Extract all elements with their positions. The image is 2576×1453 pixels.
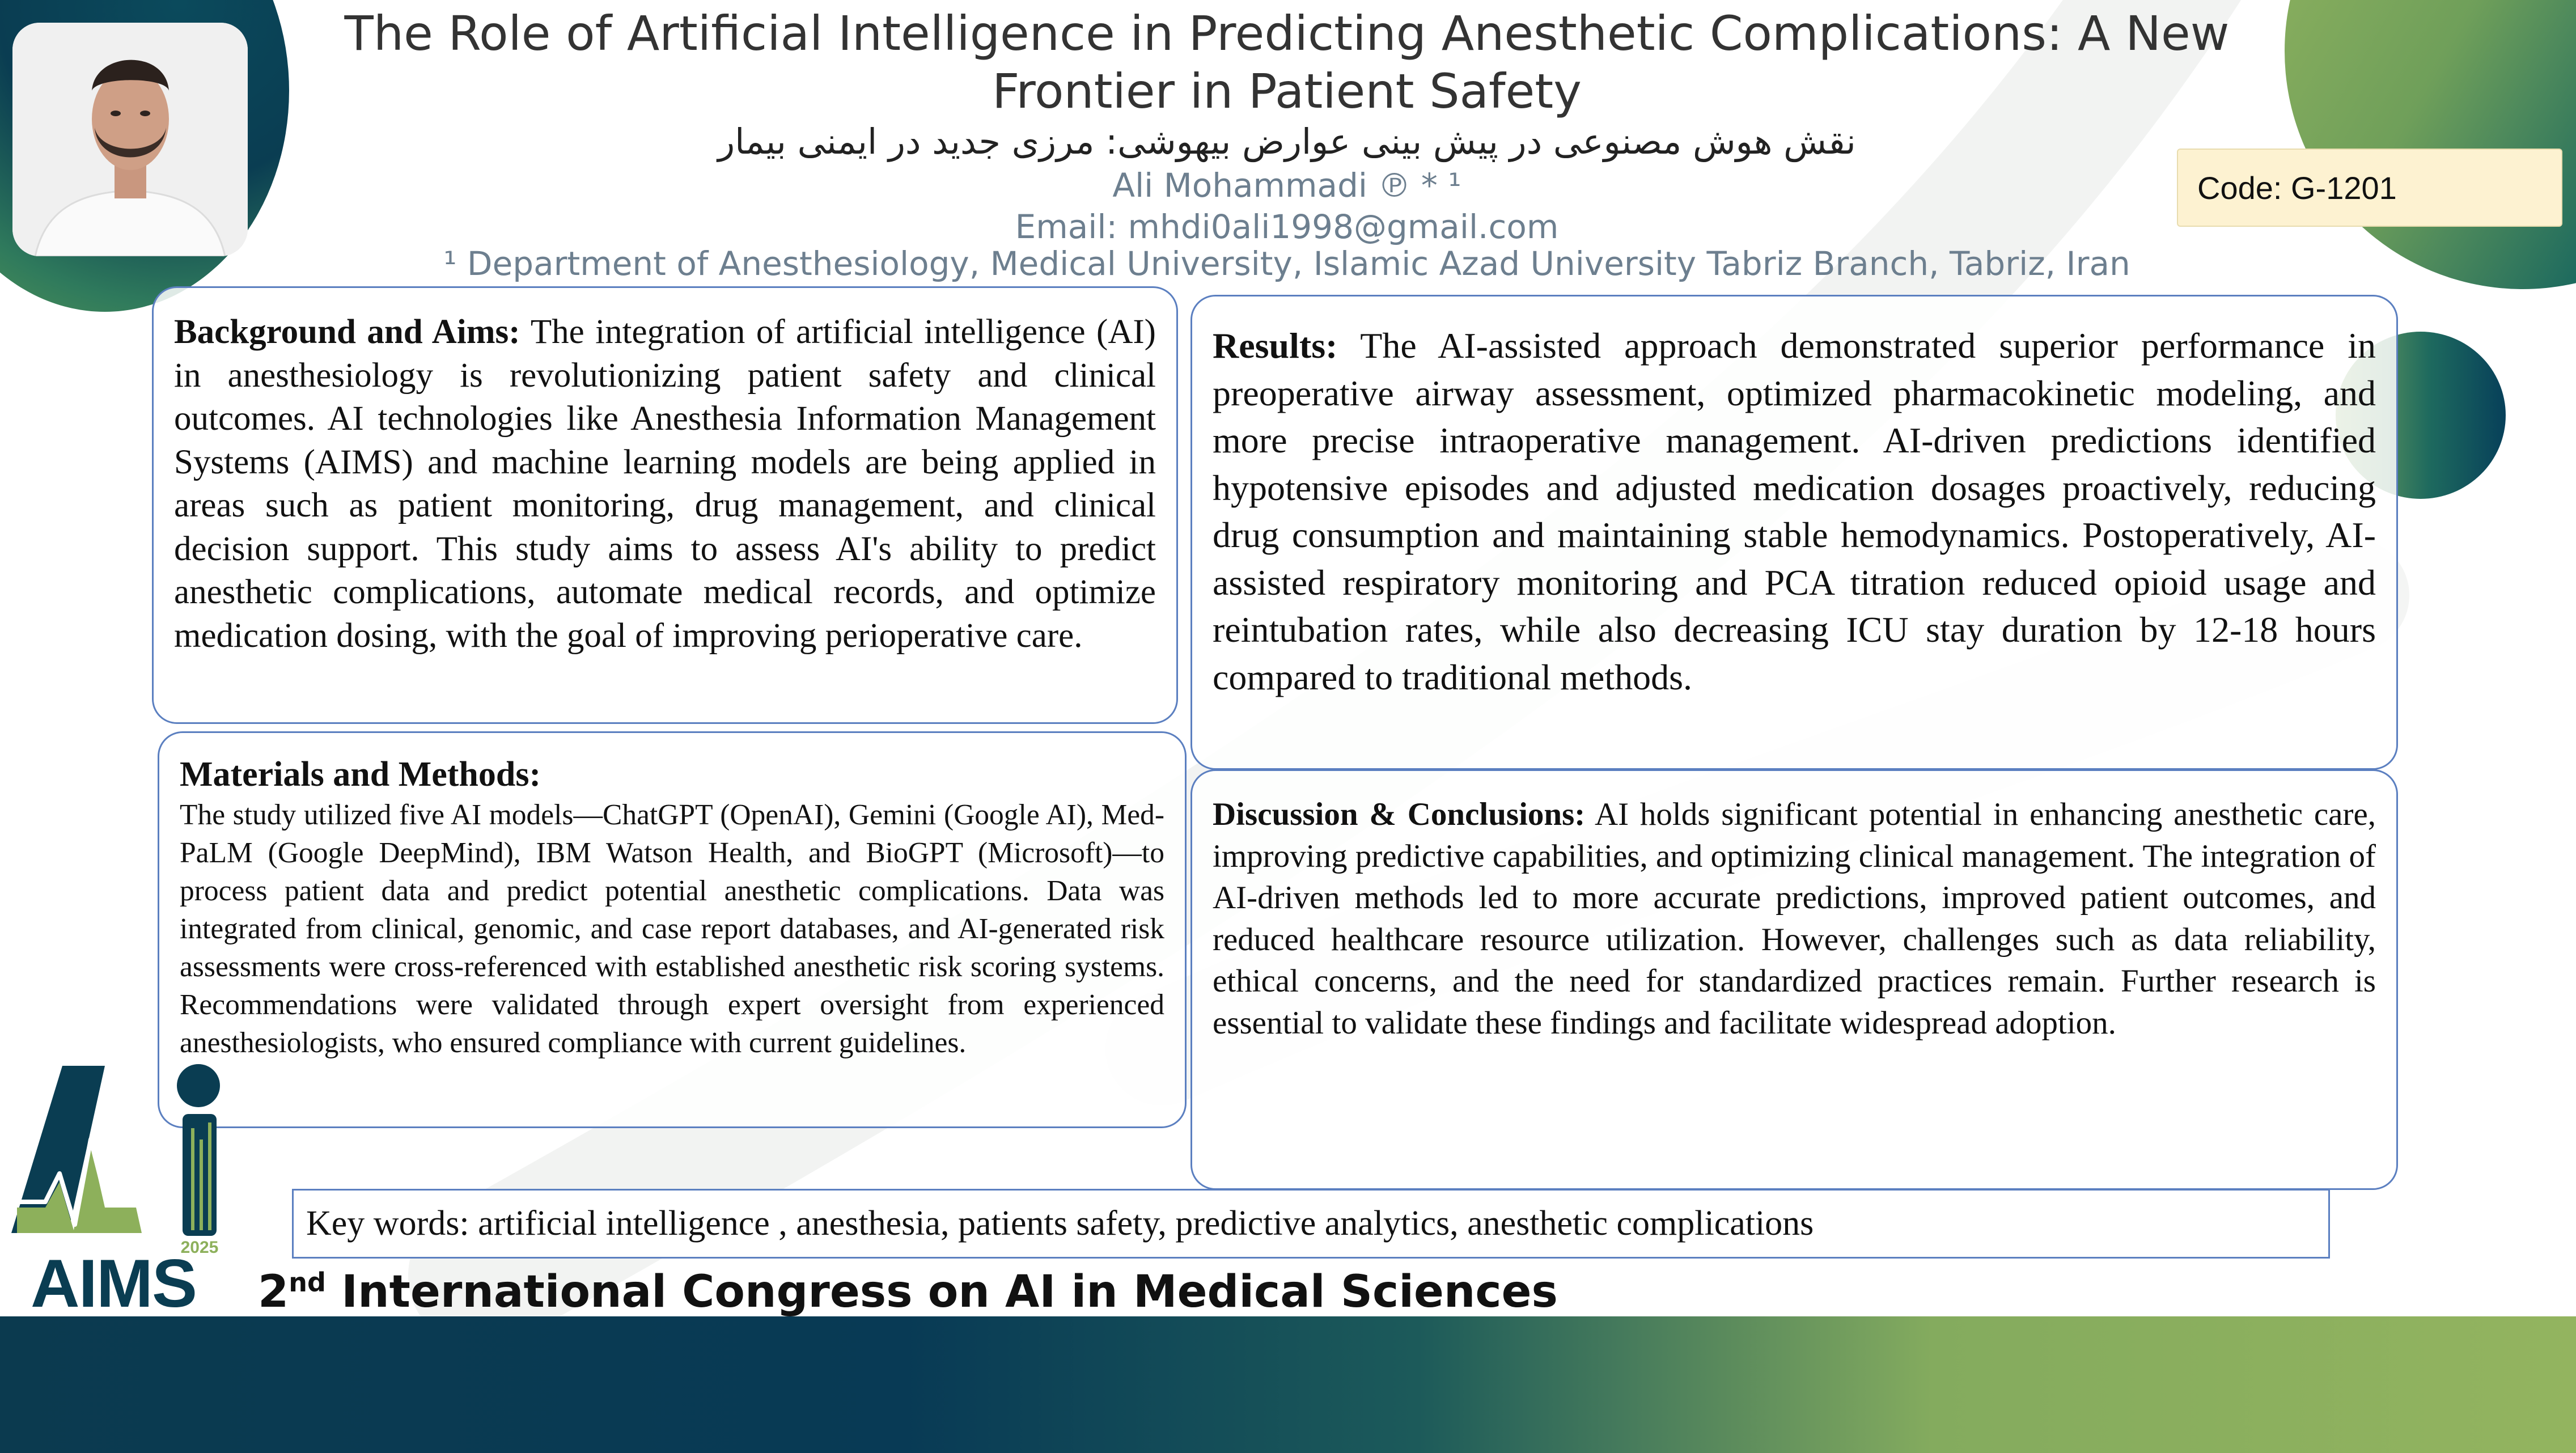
logo-year: 2025	[180, 1238, 219, 1257]
author-affiliation: ¹ Department of Anesthesiology, Medical University, Islamic Azad University Tabriz Branch, Tabriz, Iran	[443, 244, 2130, 283]
author-name: Ali Mohammadi ℗ * ¹	[1112, 166, 1461, 205]
methods-section	[158, 731, 1187, 1128]
keywords-box	[292, 1189, 2330, 1259]
discussion-heading: Discussion & Conclusions:	[1213, 797, 1586, 832]
discussion-section	[1190, 769, 2398, 1190]
footer-gradient-bar	[0, 1316, 2576, 1453]
results-text: The AI-assisted approach demonstrated superior performance in preoperative airway assessment, optimized pharmacokinetic modeling, and more precise intraoperative management. AI-driven predictions identified hypotensive episodes and adjusted medication dosages proactively, reducing drug consumption and maintaining stable hemodynamics. Postoperatively, AI-assisted respiratory monitoring and PCA titration reduced opioid usage and reintubation rates, while also decreasing ICU stay duration by 12-18 hours compared to traditional methods.	[1213, 325, 2376, 697]
background-heading: Background and Aims:	[174, 313, 520, 351]
poster-code-badge	[2177, 149, 2562, 227]
logo-wordmark: AIMS	[31, 1246, 196, 1310]
poster-title: The Role of Artificial Intelligence in Predicting Anesthetic Complications: A New Frontier in Patient Safety	[344, 6, 2230, 119]
methods-text: The study utilized five AI models—ChatGPT (OpenAI), Gemini (Google AI), Med-PaLM (Google DeepMind), IBM Watson Health, and BioGPT (Microsoft)—to process patient data and predict potential anesthetic complications. Data was integrated from clinical, genomic, and case report databases, and AI-generated risk assessments were cross-referenced with established anesthetic risk scoring systems. Recommendations were validated through expert oversight from experienced anesthesiologists, who ensured compliance with current guidelines.	[180, 799, 1164, 1059]
author-email: Email: mhdi0ali1998@gmail.com	[1015, 207, 1559, 246]
poster-title-persian: نقش هوش مصنوعی در پیش بینی عوارض بیهوشی: مرزی جدید در ایمنی بیمار	[718, 121, 1856, 162]
portrait-illustration	[12, 23, 248, 256]
aims-logo	[6, 1060, 227, 1310]
discussion-text: AI holds significant potential in enhancing anesthetic care, improving predictive capabilities, and optimizing clinical management. The integration of AI-driven methods led to more accurate predictions, improved patient outcomes, and reduced healthcare resource utilization. However, challenges such as data reliability, ethical concerns, and the need for standardized practices remain. Further research is essential to validate these findings and facilitate widespread adoption.	[1213, 797, 2376, 1041]
author-photo	[12, 23, 248, 256]
decorative-circle-top-right	[2285, 0, 2576, 289]
poster-code: Code: G-1201	[2197, 170, 2397, 206]
congress-name: International Congress on AI in Medical Sciences	[325, 1266, 1558, 1318]
background-section	[152, 286, 1178, 724]
results-heading: Results:	[1213, 325, 1338, 366]
keywords-text: Key words: artificial intelligence , anesthesia, patients safety, predictive analytics, anesthetic complications	[306, 1204, 1814, 1243]
results-section	[1190, 295, 2398, 770]
congress-title	[258, 1254, 1558, 1318]
congress-number: 2	[258, 1266, 289, 1318]
background-text: The integration of artificial intelligence (AI) in anesthesiology is revolutionizing patient safety and clinical outcomes. AI technologies like Anesthesia Information Management Systems (AIMS) and machine learning models are being applied in areas such as patient monitoring, drug management, and clinical decision support. This study aims to assess AI's ability to predict anesthetic complications, automate medical records, and optimize medication dosing, with the goal of improving perioperative care.	[174, 313, 1156, 655]
methods-heading: Materials and Methods:	[180, 755, 541, 794]
congress-ordinal: nd	[289, 1267, 326, 1298]
